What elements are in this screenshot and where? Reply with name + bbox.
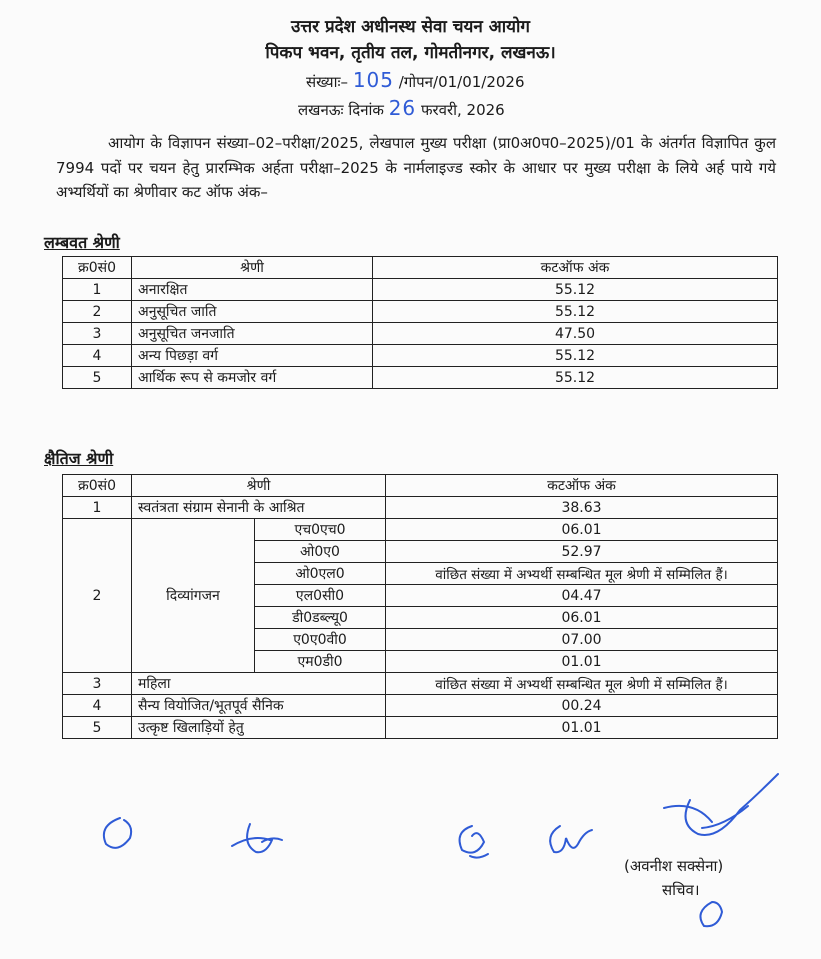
- member-initial-signature-4: [550, 826, 592, 852]
- cutoff-value: 38.63: [386, 497, 778, 519]
- serial-number: 4: [63, 345, 132, 367]
- handwritten-date-day: 26: [388, 96, 417, 120]
- member-initial-signature-3: [460, 826, 488, 858]
- category-name: अन्य पिछड़ा वर्ग: [132, 345, 373, 367]
- column-header: कटऑफ अंक: [373, 257, 778, 279]
- sub-category: एच0एच0: [255, 519, 386, 541]
- column-header: कटऑफ अंक: [386, 475, 778, 497]
- secretary-initial: [700, 902, 722, 926]
- category-name: अनारक्षित: [132, 279, 373, 301]
- category-name: अनुसूचित जनजाति: [132, 323, 373, 345]
- handwritten-ref-number: 105: [352, 68, 394, 92]
- horizontal-category-heading: क्षैतिज श्रेणी: [44, 449, 114, 468]
- cutoff-value: 07.00: [386, 629, 778, 651]
- cutoff-value: 55.12: [373, 367, 778, 389]
- sub-category: ए0ए0वी0: [255, 629, 386, 651]
- column-header: क्र0सं0: [63, 257, 132, 279]
- sub-category: ओ0एल0: [255, 563, 386, 585]
- member-initial-signature-1: [104, 818, 131, 848]
- cutoff-value: 01.01: [386, 717, 778, 739]
- category-name: उत्कृष्ट खिलाड़ियों हेतु: [132, 717, 386, 739]
- sub-category: एम0डी0: [255, 651, 386, 673]
- category-name: स्वतंत्रता संग्राम सेनानी के आश्रित: [132, 497, 386, 519]
- serial-number: 4: [63, 695, 132, 717]
- cutoff-value: 06.01: [386, 519, 778, 541]
- cutoff-value: 47.50: [373, 323, 778, 345]
- serial-number: 5: [63, 367, 132, 389]
- category-name: महिला: [132, 673, 386, 695]
- cutoff-value: 01.01: [386, 651, 778, 673]
- column-header: क्र0सं0: [63, 475, 132, 497]
- cutoff-note: वांछित संख्या में अभ्यर्थी सम्बन्धित मूल श्रेणी में सम्मिलित हैं।: [386, 673, 778, 695]
- vertical-category-heading: लम्बवत श्रेणी: [44, 233, 120, 252]
- cutoff-value: 52.97: [386, 541, 778, 563]
- cutoff-value: 04.47: [386, 585, 778, 607]
- serial-number: 1: [63, 279, 132, 301]
- cutoff-value: 06.01: [386, 607, 778, 629]
- org-address: पिकप भवन, तृतीय तल, गोमतीनगर, लखनऊ।: [265, 43, 556, 63]
- serial-number: 1: [63, 497, 132, 519]
- letter-date: लखनऊः दिनांक 26 फरवरी, 2026: [298, 96, 505, 120]
- serial-number: 3: [63, 323, 132, 345]
- sub-category: डी0डब्ल्यू0: [255, 607, 386, 629]
- category-name: आर्थिक रूप से कमजोर वर्ग: [132, 367, 373, 389]
- signatory-name: (अवनीश सक्सेना): [624, 857, 724, 875]
- intro-paragraph: आयोग के विज्ञापन संख्या–02–परीक्षा/2025, लेखपाल मुख्य परीक्षा (प्रा0अ0प0–2025)/01 के अंतर्गत विज्ञापित कुल 7994 पदों पर चयन हेतु प्रारम्भिक अर्हता परीक्षा–2025 के नार्मलाइज्ड स्कोर के आधार पर मुख्य परीक्षा के लिये अर्ह पाये गये अभ्यर्थियों का श्रेणीवार कट ऑफ अंक–: [56, 134, 776, 201]
- category-name: सैन्य वियोजित/भूतपूर्व सैनिक: [132, 695, 386, 717]
- secretary-signature: [664, 774, 778, 835]
- column-header: श्रेणी: [132, 475, 386, 497]
- member-initial-signature-2: [232, 824, 282, 852]
- serial-number: 2: [63, 519, 132, 673]
- cutoff-value: 55.12: [373, 301, 778, 323]
- cutoff-value: 55.12: [373, 345, 778, 367]
- sub-category: ओ0ए0: [255, 541, 386, 563]
- signatory-title: सचिव।: [662, 881, 700, 899]
- serial-number: 3: [63, 673, 132, 695]
- category-name: अनुसूचित जाति: [132, 301, 373, 323]
- column-header: श्रेणी: [132, 257, 373, 279]
- cutoff-value: 55.12: [373, 279, 778, 301]
- category-name: दिव्यांगजन: [132, 519, 255, 673]
- cutoff-value: 00.24: [386, 695, 778, 717]
- org-name: उत्तर प्रदेश अधीनस्थ सेवा चयन आयोग: [291, 17, 530, 37]
- serial-number: 2: [63, 301, 132, 323]
- serial-number: 5: [63, 717, 132, 739]
- reference-number: संख्याः– 105 /गोपन/01/01/2026: [306, 68, 525, 92]
- cutoff-note: वांछित संख्या में अभ्यर्थी सम्बन्धित मूल श्रेणी में सम्मिलित हैं।: [386, 563, 778, 585]
- sub-category: एल0सी0: [255, 585, 386, 607]
